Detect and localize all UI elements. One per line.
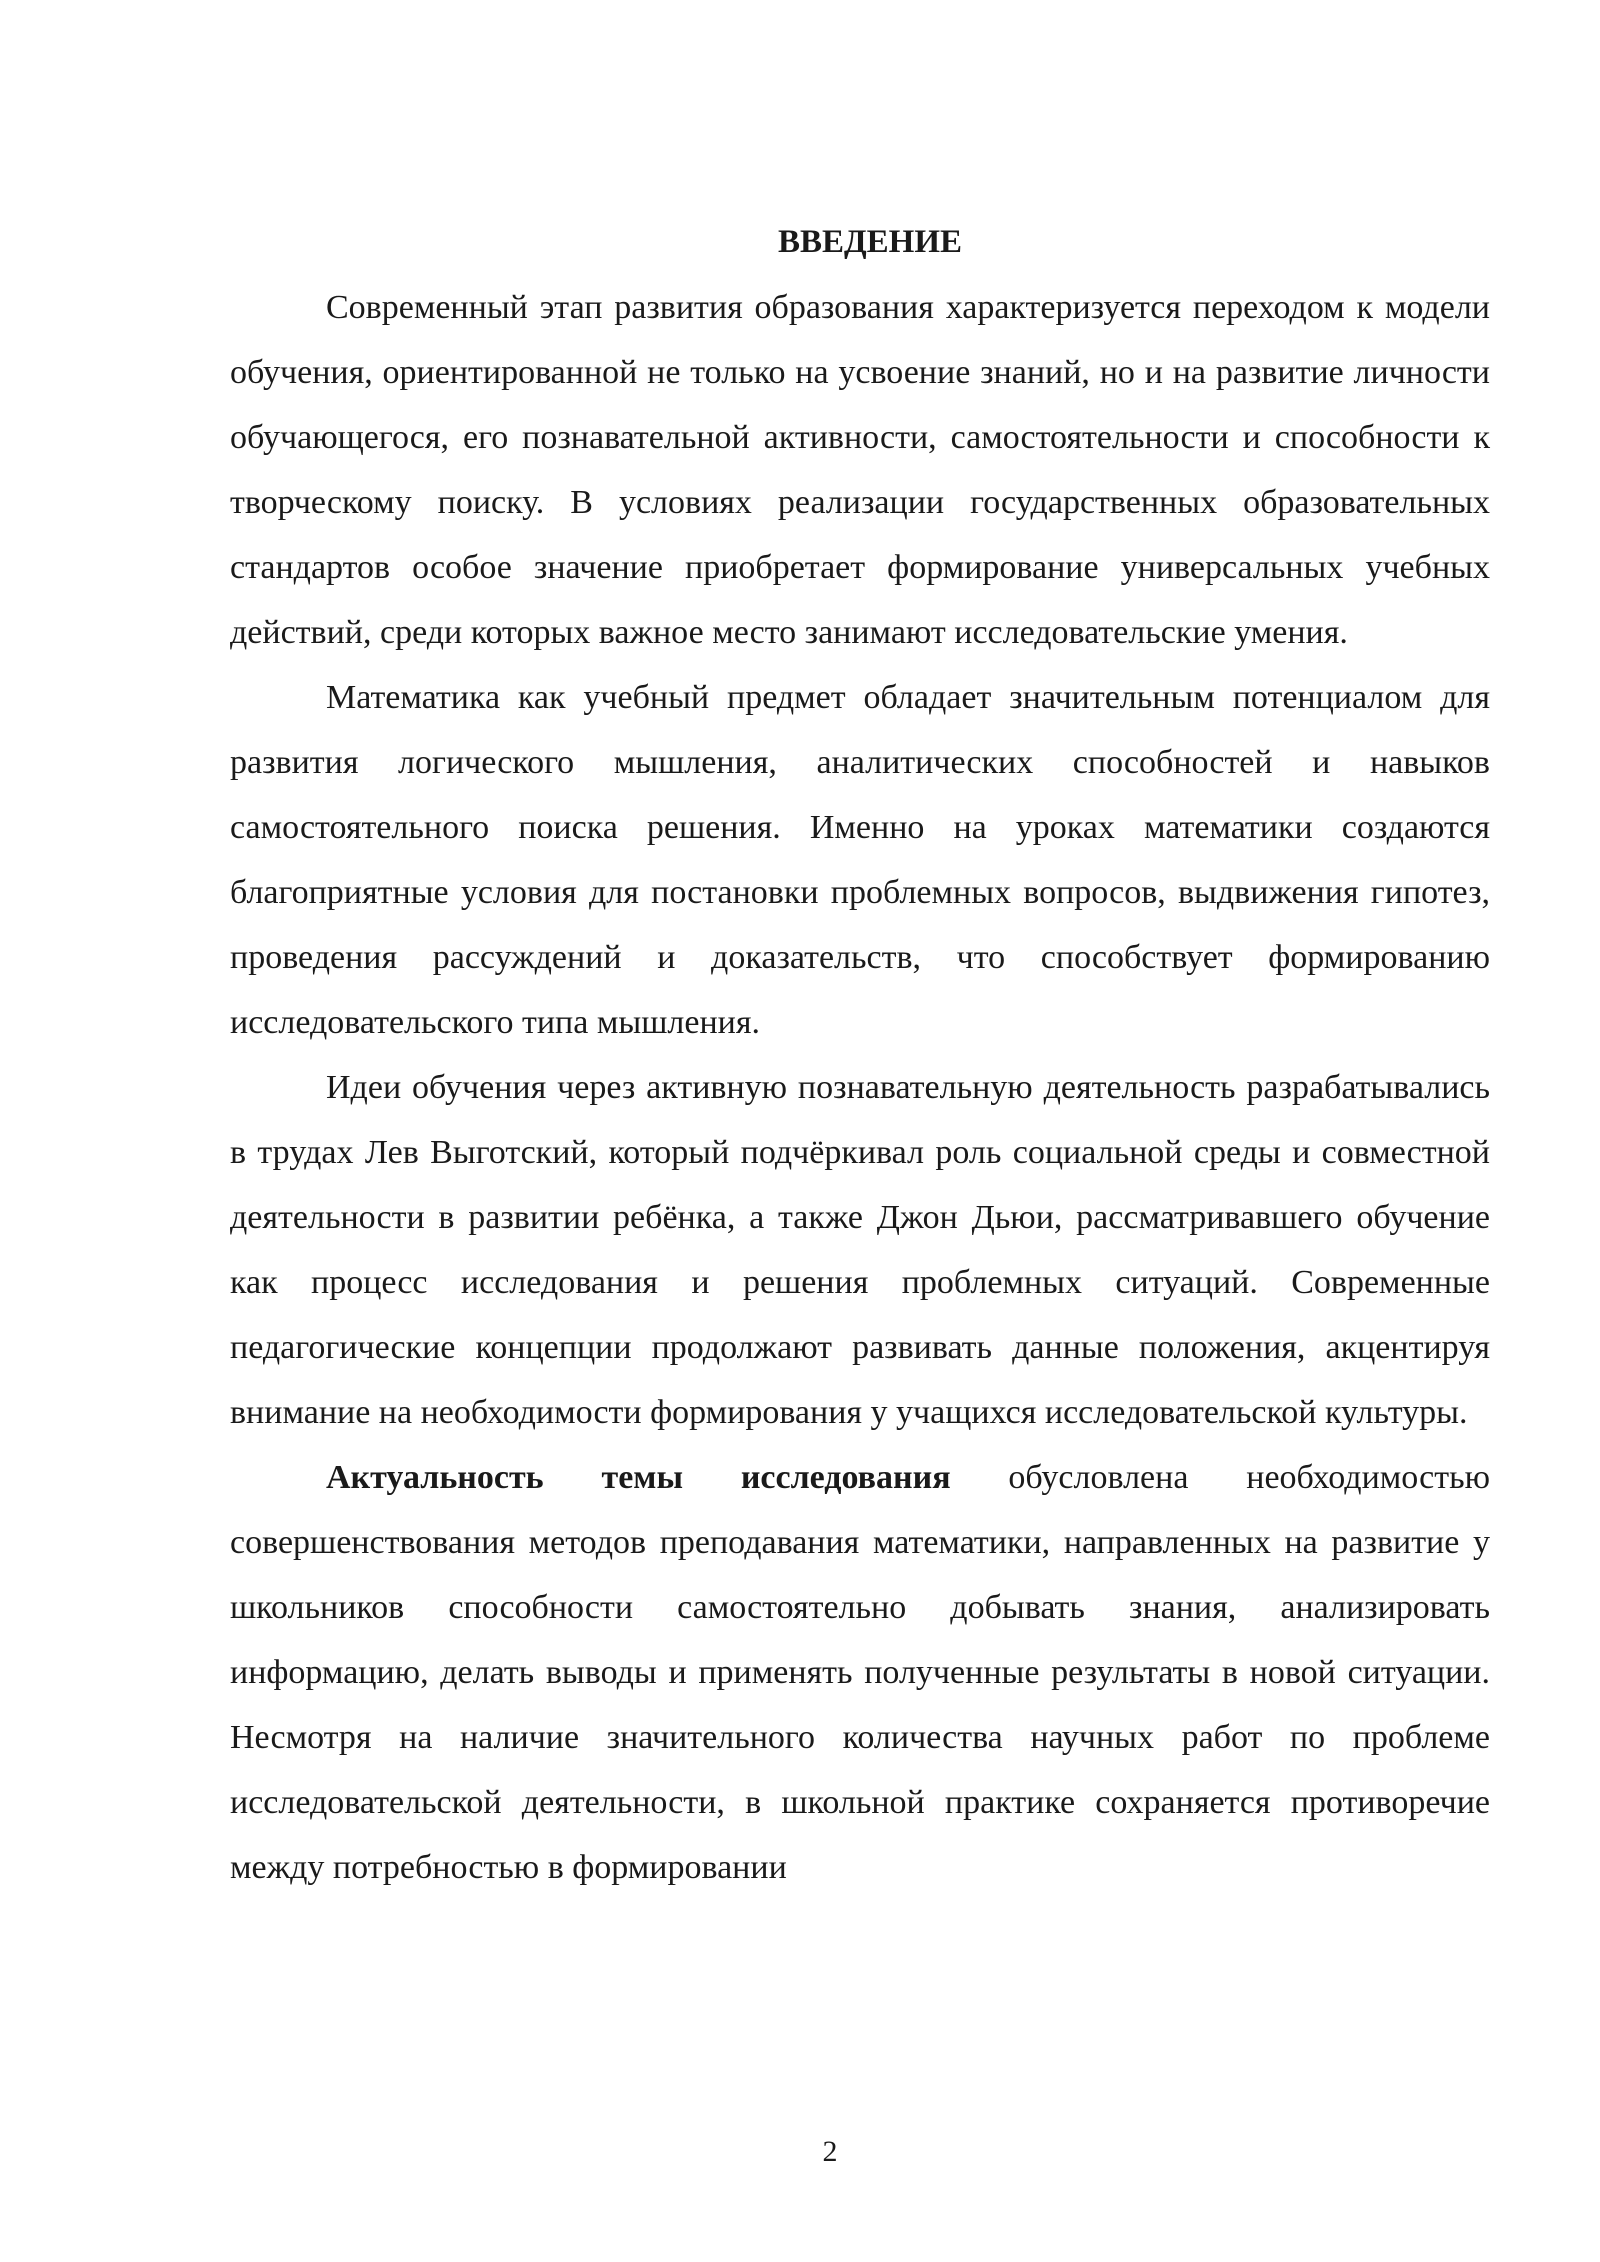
paragraph-text: Современный этап развития образования характеризуется переходом к модели обучения, ориентированной не только на усвоение знаний, но и на развитие личности обучающегося, его познавательной активности, самостоятельности и способности к творческому поиску. В условиях реализации государственных образовательных стандартов особое значение приобретает формирование универсальных учебных действий, среди которых важное место занимают исследовательские умения. — [230, 289, 1490, 651]
page-number: 2 — [822, 2135, 838, 2168]
paragraph-4 — [230, 1445, 1490, 1900]
paragraph-text: обусловлена необходимостью совершенствования методов преподавания математики, направленных на развитие у школьников способности самостоятельно добывать знания, анализировать информацию, делать выводы и применять полученные результаты в новой ситуации. Несмотря на наличие значительного количества научных работ по проблеме исследовательской деятельности, в школьной практике сохраняется противоречие между потребностью в формировании — [230, 1459, 1490, 1886]
paragraph-bold-lead: Актуальность темы исследования — [326, 1459, 951, 1496]
paragraph-3 — [230, 1055, 1490, 1445]
page-body — [230, 210, 1490, 1900]
section-heading: ВВЕДЕНИЕ — [777, 224, 963, 260]
paragraph-2 — [230, 665, 1490, 1055]
paragraph-1 — [230, 275, 1490, 665]
paragraph-text: Идеи обучения через активную познавательную деятельность разрабатывались в трудах Лев Выготский, который подчёркивал роль социальной среды и совместной деятельности в развитии ребёнка, а также Джон Дьюи, рассматривавшего обучение как процесс исследования и решения проблемных ситуаций. Современные педагогические концепции продолжают развивать данные положения, акцентируя внимание на необходимости формирования у учащихся исследовательской культуры. — [230, 1069, 1490, 1431]
paragraph-text: Математика как учебный предмет обладает значительным потенциалом для развития логического мышления, аналитических способностей и навыков самостоятельного поиска решения. Именно на уроках математики создаются благоприятные условия для постановки проблемных вопросов, выдвижения гипотез, проведения рассуждений и доказательств, что способствует формированию исследовательского типа мышления. — [230, 679, 1490, 1041]
